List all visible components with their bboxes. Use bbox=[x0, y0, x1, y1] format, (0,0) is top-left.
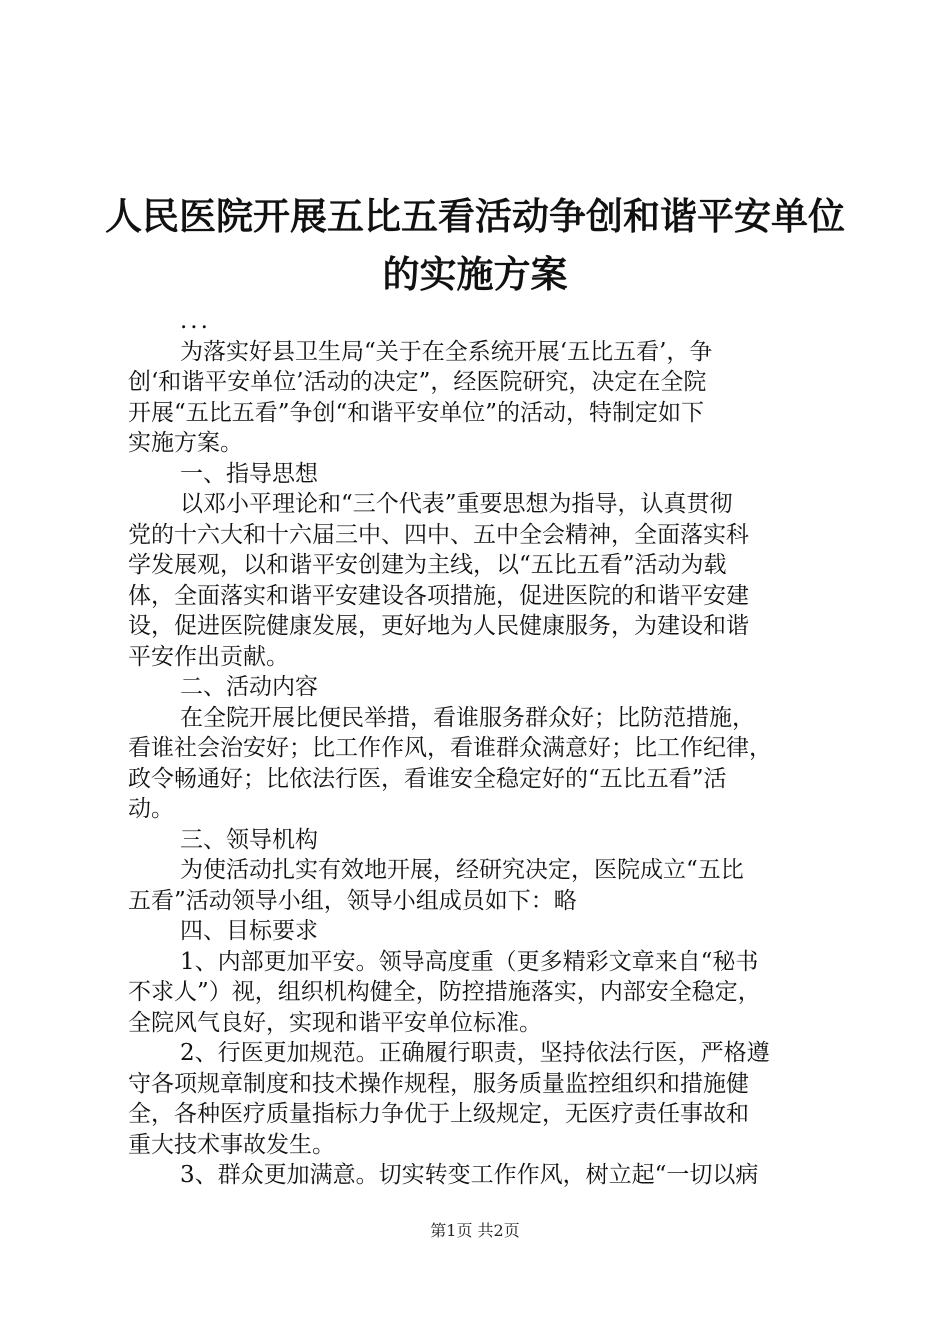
body-line: 党的十六大和十六届三中、四中、五中全会精神，全面落实科 bbox=[128, 521, 749, 548]
body-line: 学发展观，以和谐平安创建为主线，以“五比五看”活动为载 bbox=[128, 552, 727, 578]
body-line: 看谁社会治安好；比工作作风，看谁群众满意好；比工作纪律， bbox=[128, 735, 772, 761]
body-line: 平安作出贡献。 bbox=[128, 643, 289, 670]
document-title-line-2: 的实施方案 bbox=[382, 253, 568, 296]
section-heading: 三、领导机构 bbox=[180, 826, 318, 853]
body-line: 实施方案。 bbox=[128, 430, 243, 456]
body-line: 2、行医更加规范。正确履行职责，坚持依法行医，严格遵 bbox=[180, 1040, 770, 1066]
body-line: 重大技术事故发生。 bbox=[128, 1131, 335, 1158]
body-line: 政令畅通好；比依法行医，看谁安全稳定好的“五比五看”活 bbox=[128, 765, 727, 792]
document-title-line-1: 人民医院开展五比五看活动争创和谐平安单位 bbox=[105, 195, 845, 238]
body-line: 全，各种医疗质量指标力争优于上级规定，无医疗责任事故和 bbox=[128, 1101, 749, 1127]
body-line: 全院风气良好，实现和谐平安单位标准。 bbox=[128, 1009, 542, 1036]
section-heading: 一、指导思想 bbox=[180, 460, 318, 487]
body-line: 动。 bbox=[128, 796, 174, 822]
body-line: 创‘和谐平安单位’活动的决定”，经医院研究，决定在全院 bbox=[128, 369, 707, 395]
body-line: 守各项规章制度和技术操作规程，服务质量监控组织和措施健 bbox=[128, 1070, 749, 1097]
page-number-footer: 第1页 共2页 bbox=[430, 1221, 520, 1240]
document-body bbox=[128, 306, 840, 1191]
body-line: 开展“五比五看”争创“和谐平安单位”的活动，特制定如下 bbox=[128, 399, 705, 426]
body-line: 五看”活动领导小组，领导小组成员如下：略 bbox=[128, 887, 577, 914]
body-line: 不求人”）视，组织机构健全，防控措施落实，内部安全稳定， bbox=[128, 979, 761, 1005]
body-ellipsis: ... bbox=[180, 308, 211, 334]
body-line: 为落实好县卫生局“关于在全系统开展‘五比五看’，争 bbox=[180, 338, 713, 365]
section-heading: 二、活动内容 bbox=[180, 674, 318, 700]
body-line: 3、群众更加满意。切实转变工作作风，树立起“一切以病 bbox=[180, 1162, 759, 1188]
section-heading: 四、目标要求 bbox=[180, 918, 318, 944]
body-line: 体，全面落实和谐平安建设各项措施，促进医院的和谐平安建 bbox=[128, 582, 749, 609]
body-line: 在全院开展比便民举措，看谁服务群众好；比防范措施， bbox=[180, 704, 755, 731]
body-line: 以邓小平理论和“三个代表”重要思想为指导，认真贯彻 bbox=[180, 491, 733, 517]
body-line: 设，促进医院健康发展，更好地为人民健康服务，为建设和谐 bbox=[128, 613, 749, 639]
body-line: 为使活动扎实有效地开展，经研究决定，医院成立“五比 bbox=[180, 857, 744, 883]
body-line: 1、内部更加平安。领导高度重（更多精彩文章来自“秘书 bbox=[180, 948, 759, 975]
